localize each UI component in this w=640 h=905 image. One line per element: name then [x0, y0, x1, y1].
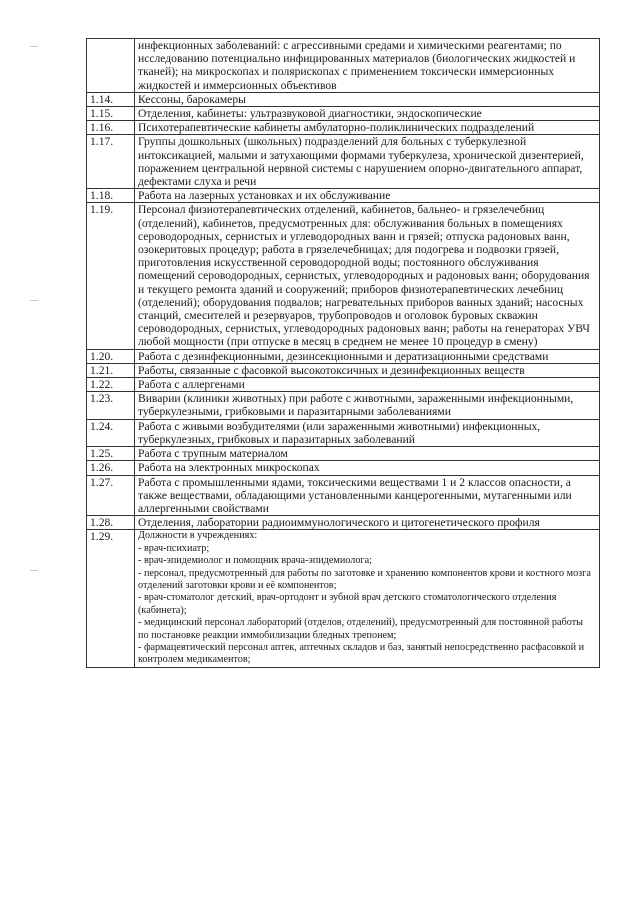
row-number: 1.26. — [87, 461, 135, 475]
table-row — [87, 392, 600, 419]
table-row — [87, 121, 600, 135]
row-text: Виварии (клиники животных) при работе с животными, зараженными инфекционными, туберкулезными, грибковыми и паразитарными заболеваниями — [135, 392, 600, 419]
table-row — [87, 530, 600, 667]
position-list-cell — [135, 530, 600, 667]
scan-margin-mark — [30, 300, 38, 301]
row-number: 1.16. — [87, 121, 135, 135]
row-text: Работа с трупным материалом — [135, 447, 600, 461]
hazard-list-table — [86, 38, 600, 668]
table-row — [87, 349, 600, 363]
row-number: 1.15. — [87, 107, 135, 121]
table-row — [87, 107, 600, 121]
row-number: 1.28. — [87, 516, 135, 530]
row-number: 1.14. — [87, 92, 135, 106]
table-row — [87, 189, 600, 203]
row-text: Работы, связанные с фасовкой высокотоксичных и дезинфекционных веществ — [135, 363, 600, 377]
table-row — [87, 447, 600, 461]
row-text: Персонал физиотерапевтических отделений, кабинетов, бальнео- и грязелечебниц (отделений), кабинетов, предусмотренных для: обслуживания больных в помещениях сероводородных, сернистых и углеводородных ванн и грязей; отпуска радоновых ванн, озокеритовых процедур; работа в грязелечебницах; для подогрева и подвозки грязей, приготовления искусственной сероводородной воды; постоянного обслуживания помещений сероводородных, сернистых, углеводородных и радоновых ванн; оборудования и текущего ремонта зданий и сооружений; приборов физиотерапевтических лечебниц (отделений); оборудования подвалов; нагревательных приборов ванных зданий; насосных станций, смесителей и резервуаров, трубопроводов и оголовок буровых скважин сероводородных, сернистых, углеводородных радоновых ванн; работы на генераторах УВЧ любой мощности (при отпуске в месяц в среднем не менее 10 процедур в смену) — [135, 203, 600, 349]
row-number: 1.17. — [87, 135, 135, 189]
row-text: Работа с промышленными ядами, токсическими веществами 1 и 2 классов опасности, а также веществами, обладающими установленными канцерогенными, мутагенными или аллергенными свойствами — [135, 475, 600, 516]
row-number: 1.20. — [87, 349, 135, 363]
row-text: Психотерапевтические кабинеты амбулаторно-поликлинических подразделений — [135, 121, 600, 135]
row-text: Группы дошкольных (школьных) подразделений для больных с туберкулезной интоксикацией, малыми и затухающими формами туберкулеза, хронической дизентерией, поражением центральной нервной системы с нарушением опорно-двигательного аппарат, дефектами слуха и речи — [135, 135, 600, 189]
list-item: - медицинский персонал лабораторий (отделов, отделений), предусмотренный для постоянной работы по постановке реакции иммобилизации бледных трепонем; — [138, 617, 583, 641]
list-item: - врач-стоматолог детский, врач-ортодонт и зубной врач детского стоматологического отделения (кабинета); — [138, 592, 557, 616]
table-row — [87, 419, 600, 446]
row-text: Отделения, лаборатории радиоиммунологического и цитогенетического профиля — [135, 516, 600, 530]
row-text: Работа на лазерных установках и их обслуживание — [135, 189, 600, 203]
position-list-lead: Должности в учреждениях: — [138, 530, 258, 542]
table-row — [87, 378, 600, 392]
row-number: 1.29. — [87, 530, 135, 667]
row-number: 1.22. — [87, 378, 135, 392]
list-item: - врач-эпидемиолог и помощник врача-эпидемиолога; — [138, 555, 372, 567]
row-text: Работа с живыми возбудителями (или зараженными животными) инфекционных, туберкулезных, грибковых и паразитарных заболеваний — [135, 419, 600, 446]
row-number: 1.21. — [87, 363, 135, 377]
row-number: 1.27. — [87, 475, 135, 516]
table-row — [87, 461, 600, 475]
table-row — [87, 135, 600, 189]
row-text: Работа с аллергенами — [135, 378, 600, 392]
table-row — [87, 475, 600, 516]
row-number: 1.25. — [87, 447, 135, 461]
table-row — [87, 516, 600, 530]
row-text: Кессоны, барокамеры — [135, 92, 600, 106]
row-text: инфекционных заболеваний: с агрессивными средами и химическими реагентами; по исследованию потенциально инфицированных материалов (биологических жидкостей и тканей); на микроскопах и полярископах с применением токсически иммерсионных жидкостей и иммерсионных объективов — [135, 39, 600, 93]
list-item: - фармацевтический персонал аптек, аптечных складов и баз, занятый непосредственно расфасовкой и контролем медикаментов; — [138, 641, 585, 666]
scan-margin-mark — [30, 46, 38, 47]
row-number: 1.24. — [87, 419, 135, 446]
row-number: 1.19. — [87, 203, 135, 349]
row-number — [87, 39, 135, 93]
row-number: 1.18. — [87, 189, 135, 203]
table-row — [87, 363, 600, 377]
row-text: Работа на электронных микроскопах — [135, 461, 600, 475]
table-row — [87, 39, 600, 93]
row-text: Отделения, кабинеты: ультразвуковой диагностики, эндоскопические — [135, 107, 600, 121]
list-item: - персонал, предусмотренный для работы по заготовке и хранению компонентов крови и костного мозга отделений заготовки крови и её компонентов; — [138, 567, 591, 591]
table-row — [87, 92, 600, 106]
row-number: 1.23. — [87, 392, 135, 419]
scan-margin-mark — [30, 570, 38, 571]
row-text: Работа с дезинфекционными, дезинсекционными и дератизационными средствами — [135, 349, 600, 363]
list-item: - врач-психиатр; — [138, 542, 210, 554]
table-row — [87, 203, 600, 349]
